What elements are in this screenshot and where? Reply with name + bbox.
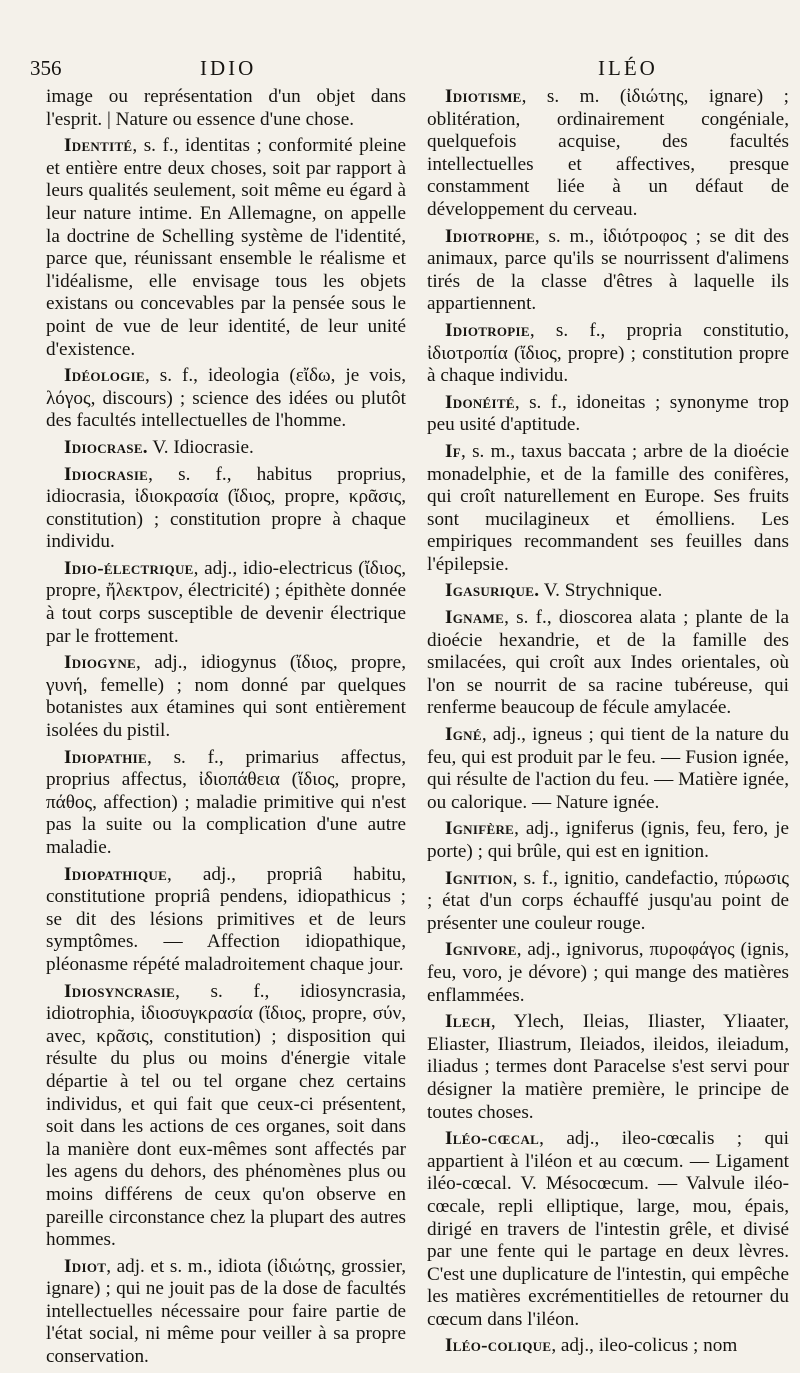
left-running-head: IDIO [200,56,257,80]
entry-headword: If [445,440,462,462]
entry-text: V. Strychnique. [539,580,663,602]
entry-headword: Idiotropie [445,319,530,341]
dictionary-entry [427,1128,789,1331]
dictionary-entry [46,365,406,433]
entry-headword: Iléo-cœcal [445,1128,540,1150]
right-column [427,86,789,1362]
dictionary-entry [427,1011,789,1124]
entry-text: , s. f., primarius affectus, proprius affectus, ἰδιοπάθεια (ἴδιος, propre, πάθος, affection) ; maladie primitive qui n'est pas la suite ou la complication d'une autre maladie. [46,746,406,858]
right-running-head: ILÉO [598,56,658,80]
entry-text: , adj., igniferus (ignis, feu, fero, je porte) ; qui brûle, qui est en ignition. [427,818,789,862]
entry-headword: Identité [64,135,133,157]
entry-headword: Ignition [445,867,513,889]
entry-headword: Idiopathique [64,863,168,885]
entry-text: , adj., ileo-colicus ; nom [551,1335,738,1357]
dictionary-entry [427,86,789,222]
dictionary-entry [46,864,406,977]
entry-headword: Idio-électrique [64,557,194,579]
entry-headword: Idiotrophe [445,225,535,247]
entry-headword: Idiopathie [64,746,147,768]
entry-text: , s. f., identitas ; conformité pleine et entière entre deux choses, soit par rapport à leurs qualités seulement, soit même eu égard à leur nature intime. En Allemagne, on appelle la doctrine de Schelling système de l'identité, parce que, réunissant ensemble le réalisme et l'idéalisme, elle envisage tous les objets existans ou concevables par la pensée sous le point de vue de leur identité, de leur unité d'existence. [46,135,406,360]
entry-text: , s. f., propria constitutio, ἰδιοτροπία (ἴδιος, propre) ; constitution propre à chaque individu. [427,319,789,387]
entry-headword: Idiotisme [445,86,522,107]
dictionary-entry [46,747,406,860]
dictionary-entry [427,441,789,577]
entry-headword: Ignifère [445,818,515,840]
entry-headword: Idiosyncrasie [64,980,176,1002]
entry-text: image ou représentation d'un objet dans l'esprit. | Nature ou essence d'une chose. [46,86,406,130]
entry-text: , Ylech, Ileias, Iliaster, Yliaater, Eliaster, Iliastrum, Ileiados, ileidos, ileiadum, iliadus ; termes dont Paracelse s'est servi pour désigner la matière première, le principe de toutes choses. [427,1011,789,1123]
entry-headword: Idiot [64,1255,107,1277]
entry-headword: Idéologie [64,365,145,387]
dictionary-entry [46,558,406,648]
entry-headword: Igasurique. [445,580,540,602]
dictionary-entry [46,86,406,131]
dictionary-entry [427,392,789,437]
entry-text: , s. f., ignitio, candefactio, πύρωσις ; état d'un corps échauffé jusqu'au point de présenter une couleur rouge. [427,867,789,934]
entry-text: , s. f., habitus proprius, idiocrasia, ἰδιοκρασία (ἴδιος, propre, κρᾶσις, constitution) ; constitution propre à chaque individu. [46,463,406,553]
dictionary-entry [427,724,789,814]
entry-headword: Idiocrase. [64,436,148,458]
entry-text: , s. m., ἰδιότροφος ; se dit des animaux, parce qu'ils se nourrissent d'alimens tirés de la classe d'êtres à laquelle ils appartiennent. [427,225,789,315]
entry-text: , adj., igneus ; qui tient de la nature du feu, qui est produit par le feu. — Fusion ignée, qui résulte de l'action du feu. — Matière ignée, ou calorique. — Nature ignée. [427,724,789,813]
dictionary-entry [46,437,406,460]
left-column [46,86,406,1373]
dictionary-entry [427,868,789,936]
entry-text: , adj. et s. m., idiota (ἰδιώτης, grossier, ignare) ; qui ne jouit pas de la dose de facultés intellectuelles nécessaire pour faire partie de l'état social, ni même pour veiller à sa propre conservation. [46,1255,406,1368]
dictionary-entry [427,818,789,863]
entry-headword: Ilech [445,1011,491,1033]
running-header [30,56,782,84]
entry-headword: Igname [445,607,505,629]
entry-text: , s. f., idoneitas ; synonyme trop peu usité d'aptitude. [427,391,789,436]
entry-headword: Idiogyne [64,652,136,674]
dictionary-entry [427,320,789,388]
entry-text: , adj., propriâ habitu, constitutione propriâ pendens, idiopathicus ; se dit des lésions primitives et de leurs symptômes. — Affection idiopathique, pléonasme répété maladroitement chaque jour. [46,863,406,975]
dictionary-entry [46,652,406,742]
entry-text: V. Idiocrasie. [147,436,254,458]
dictionary-entry [46,1256,406,1369]
dictionary-entry [46,135,406,361]
entry-text: , s. m. (ἰδιώτης, ignare) ; oblitération, ordinairement congéniale, quelquefois acquise, des facultés intellectuelles et affectives, presque constamment liée à un défaut de développement du cerveau. [427,86,789,220]
dictionary-entry [427,580,789,603]
entry-headword: Ignivore [445,939,517,961]
entry-text: , adj., ileo-cœcalis ; qui appartient à l'iléon et au cœcum. — Ligament iléo-cœcal. V. Mésocœcum. — Valvule iléo-cœcale, repli elliptique, large, mou, épais, dirigé en travers de l'intestin grêle, et divisé par une fente qui le partage en deux lèvres. C'est une duplicature de l'intestin, qui empêche les matières excrémentitielles de retourner du cœcum dans l'iléon. [427,1128,789,1330]
entry-text: , s. f., idiosyncrasia, idiotrophia, ἰδιοσυγκρασία (ἴδιος, propre, σύν, avec, κρᾶσις, constitution) ; disposition qui résulte du plus ou moins d'énergie vitale départie à tel ou tel organe chez certains individus, et qui fait que ceux-ci présentent, soit dans les actions de ces organes, soit dans la manière dont eux-mêmes sont affectés par les agens du dehors, des phénomènes plus ou moins différens de ceux qu'on observe en pareille circonstance chez la plupart des autres hommes. [46,980,406,1251]
dictionary-entry [427,226,789,316]
entry-headword: Iléo-colique [445,1335,552,1357]
entry-headword: Idonéité [445,391,515,413]
dictionary-entry [46,981,406,1252]
dictionary-entry [427,939,789,1007]
entry-text: , s. m., taxus baccata ; arbre de la dioécie monadelphie, et de la famille des conifères, qui croît naturellement en Europe. Ses fruits sont mucilagineux et émolliens. Les empiriques recommandent ses feuilles dans l'épilepsie. [427,440,789,575]
dictionary-entry [427,607,789,720]
dictionary-entry [427,1335,789,1358]
page-number: 356 [30,56,62,80]
entry-headword: Idiocrasie [64,463,149,485]
dictionary-entry [46,464,406,554]
entry-text: , s. f., dioscorea alata ; plante de la dioécie hexandrie, et de la famille des smilacées, qui croît aux Indes orientales, où l'on se nourrit de sa racine tubéreuse, qui renferme beaucoup de fécule amylacée. [427,607,789,719]
entry-text: , adj., ignivorus, πυροφάγος (ignis, feu, voro, je dévore) ; qui mange des matières enflammées. [427,939,789,1006]
entry-headword: Igné [445,724,482,746]
entry-text: , adj., idiogynus (ἴδιος, propre, γυνή, femelle) ; nom donné par quelques botanistes aux étamines qui sont entièrement isolées du pistil. [46,652,406,742]
entry-text: , adj., idio-electricus (ἴδιος, propre, ἤλεκτρον, électricité) ; épithète donnée à tout corps susceptible de devenir électrique par le frottement. [46,557,406,647]
entry-text: , s. f., ideologia (εἴδω, je vois, λόγος, discours) ; science des idées ou plutôt des facultés intellectuelles de l'homme. [46,365,406,432]
